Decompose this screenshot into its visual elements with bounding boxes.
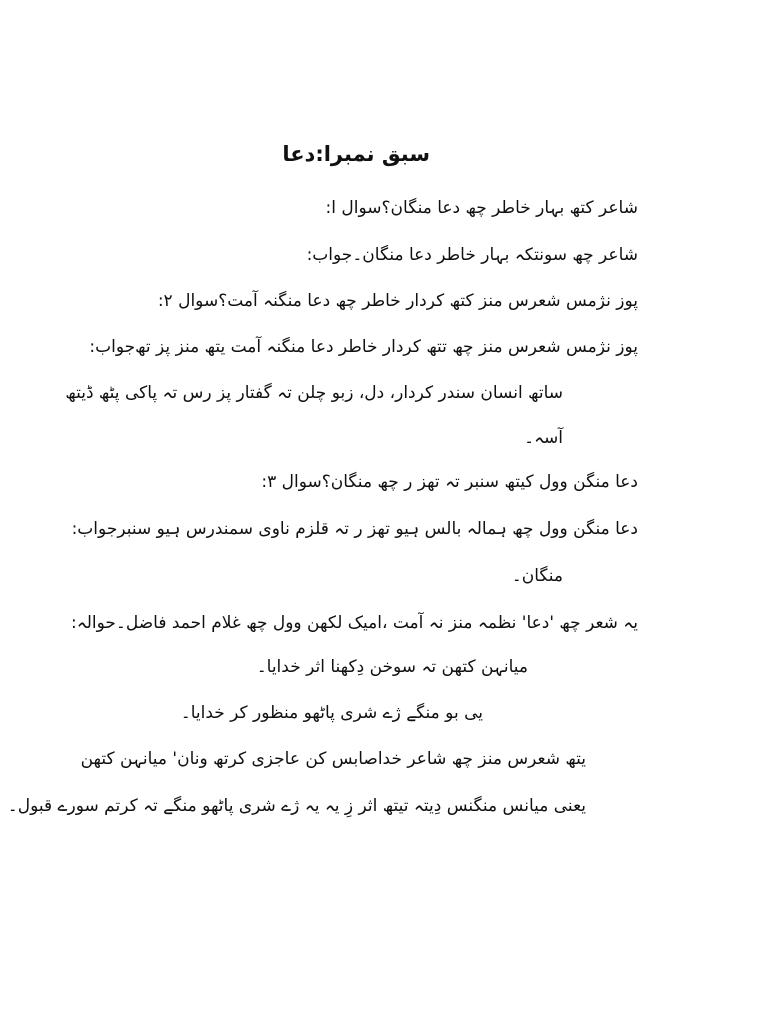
answer-1: [277, 244, 638, 278]
question-1: [307, 197, 638, 231]
answer-2-continuation-1: ساتھ انسان سندر کردار، دل، زبو چلن تہ گفتار پز رس تہ پاکی پٹھ ڈیتھ: [65, 383, 563, 403]
answer-2-label: جواب:: [89, 337, 136, 357]
question-3-label: سوال ۳:: [261, 472, 322, 492]
answer-1-label: جواب:: [306, 245, 353, 265]
answer-3-text: دعا منگن وول چھ ہمالہ بالس ہیو تھز ر تہ قلزم ناوی سمندرس ہیو سنبر: [117, 519, 638, 539]
answer-2-text: پوز نژمس شعرس منز چھ تتھ کردار خاطر دعا منگنہ آمت یتھ منز پز تھ: [135, 337, 638, 357]
explanation-line-2: یعنی میانس منگنس دِیتہ تیتھ اثر زِ یہ یہ ژے شری پاٹھو منگے تہ کرتم سورے قبول۔: [7, 796, 586, 816]
question-1-label: سوال ا:: [325, 198, 382, 218]
explanation-line-1: یتھ شعرس منز چھ شاعر خداصابس کن عاجزی کرتھ ونان' میانہن کتھن: [80, 749, 586, 769]
couplet-line-1: میانہن کتھن تہ سوخن دِکھنا اثر خدایا۔: [256, 657, 528, 677]
question-1-text: شاعر کتھ بہار خاطر چھ دعا منگان؟: [381, 198, 638, 218]
answer-3: [42, 518, 638, 552]
lesson-title: سبق نمبرا:دعا: [282, 142, 430, 166]
answer-2: [60, 336, 638, 370]
answer-3-label: جواب:: [71, 519, 118, 539]
reference-label: حوالہ:: [71, 613, 116, 633]
question-3-text: دعا منگن وول کیتھ سنبر تہ تھز ر چھ منگان؟: [321, 472, 638, 492]
question-2-label: سوال ۲:: [157, 291, 219, 311]
reference-text: یہ شعر چھ 'دعا' نظمہ منز نہ آمت ،امیک لکھن وول چھ غلام احمد فاضل۔: [115, 613, 638, 633]
reference: [41, 612, 638, 646]
question-2-text: پوز نژمس شعرس منز کتھ کردار خاطر چھ دعا منگنہ آمت؟: [218, 291, 638, 311]
answer-2-continuation-2: آسہ۔: [524, 428, 563, 448]
answer-1-text: شاعر چھ سونتکہ بہار خاطر دعا منگان۔: [352, 245, 638, 265]
question-2: [143, 290, 638, 324]
answer-3-continuation-1: منگان۔: [511, 566, 563, 586]
question-3: [247, 471, 638, 505]
couplet-line-2: یی بو منگے ژے شری پاٹھو منظور کر خدایا۔: [180, 703, 483, 723]
